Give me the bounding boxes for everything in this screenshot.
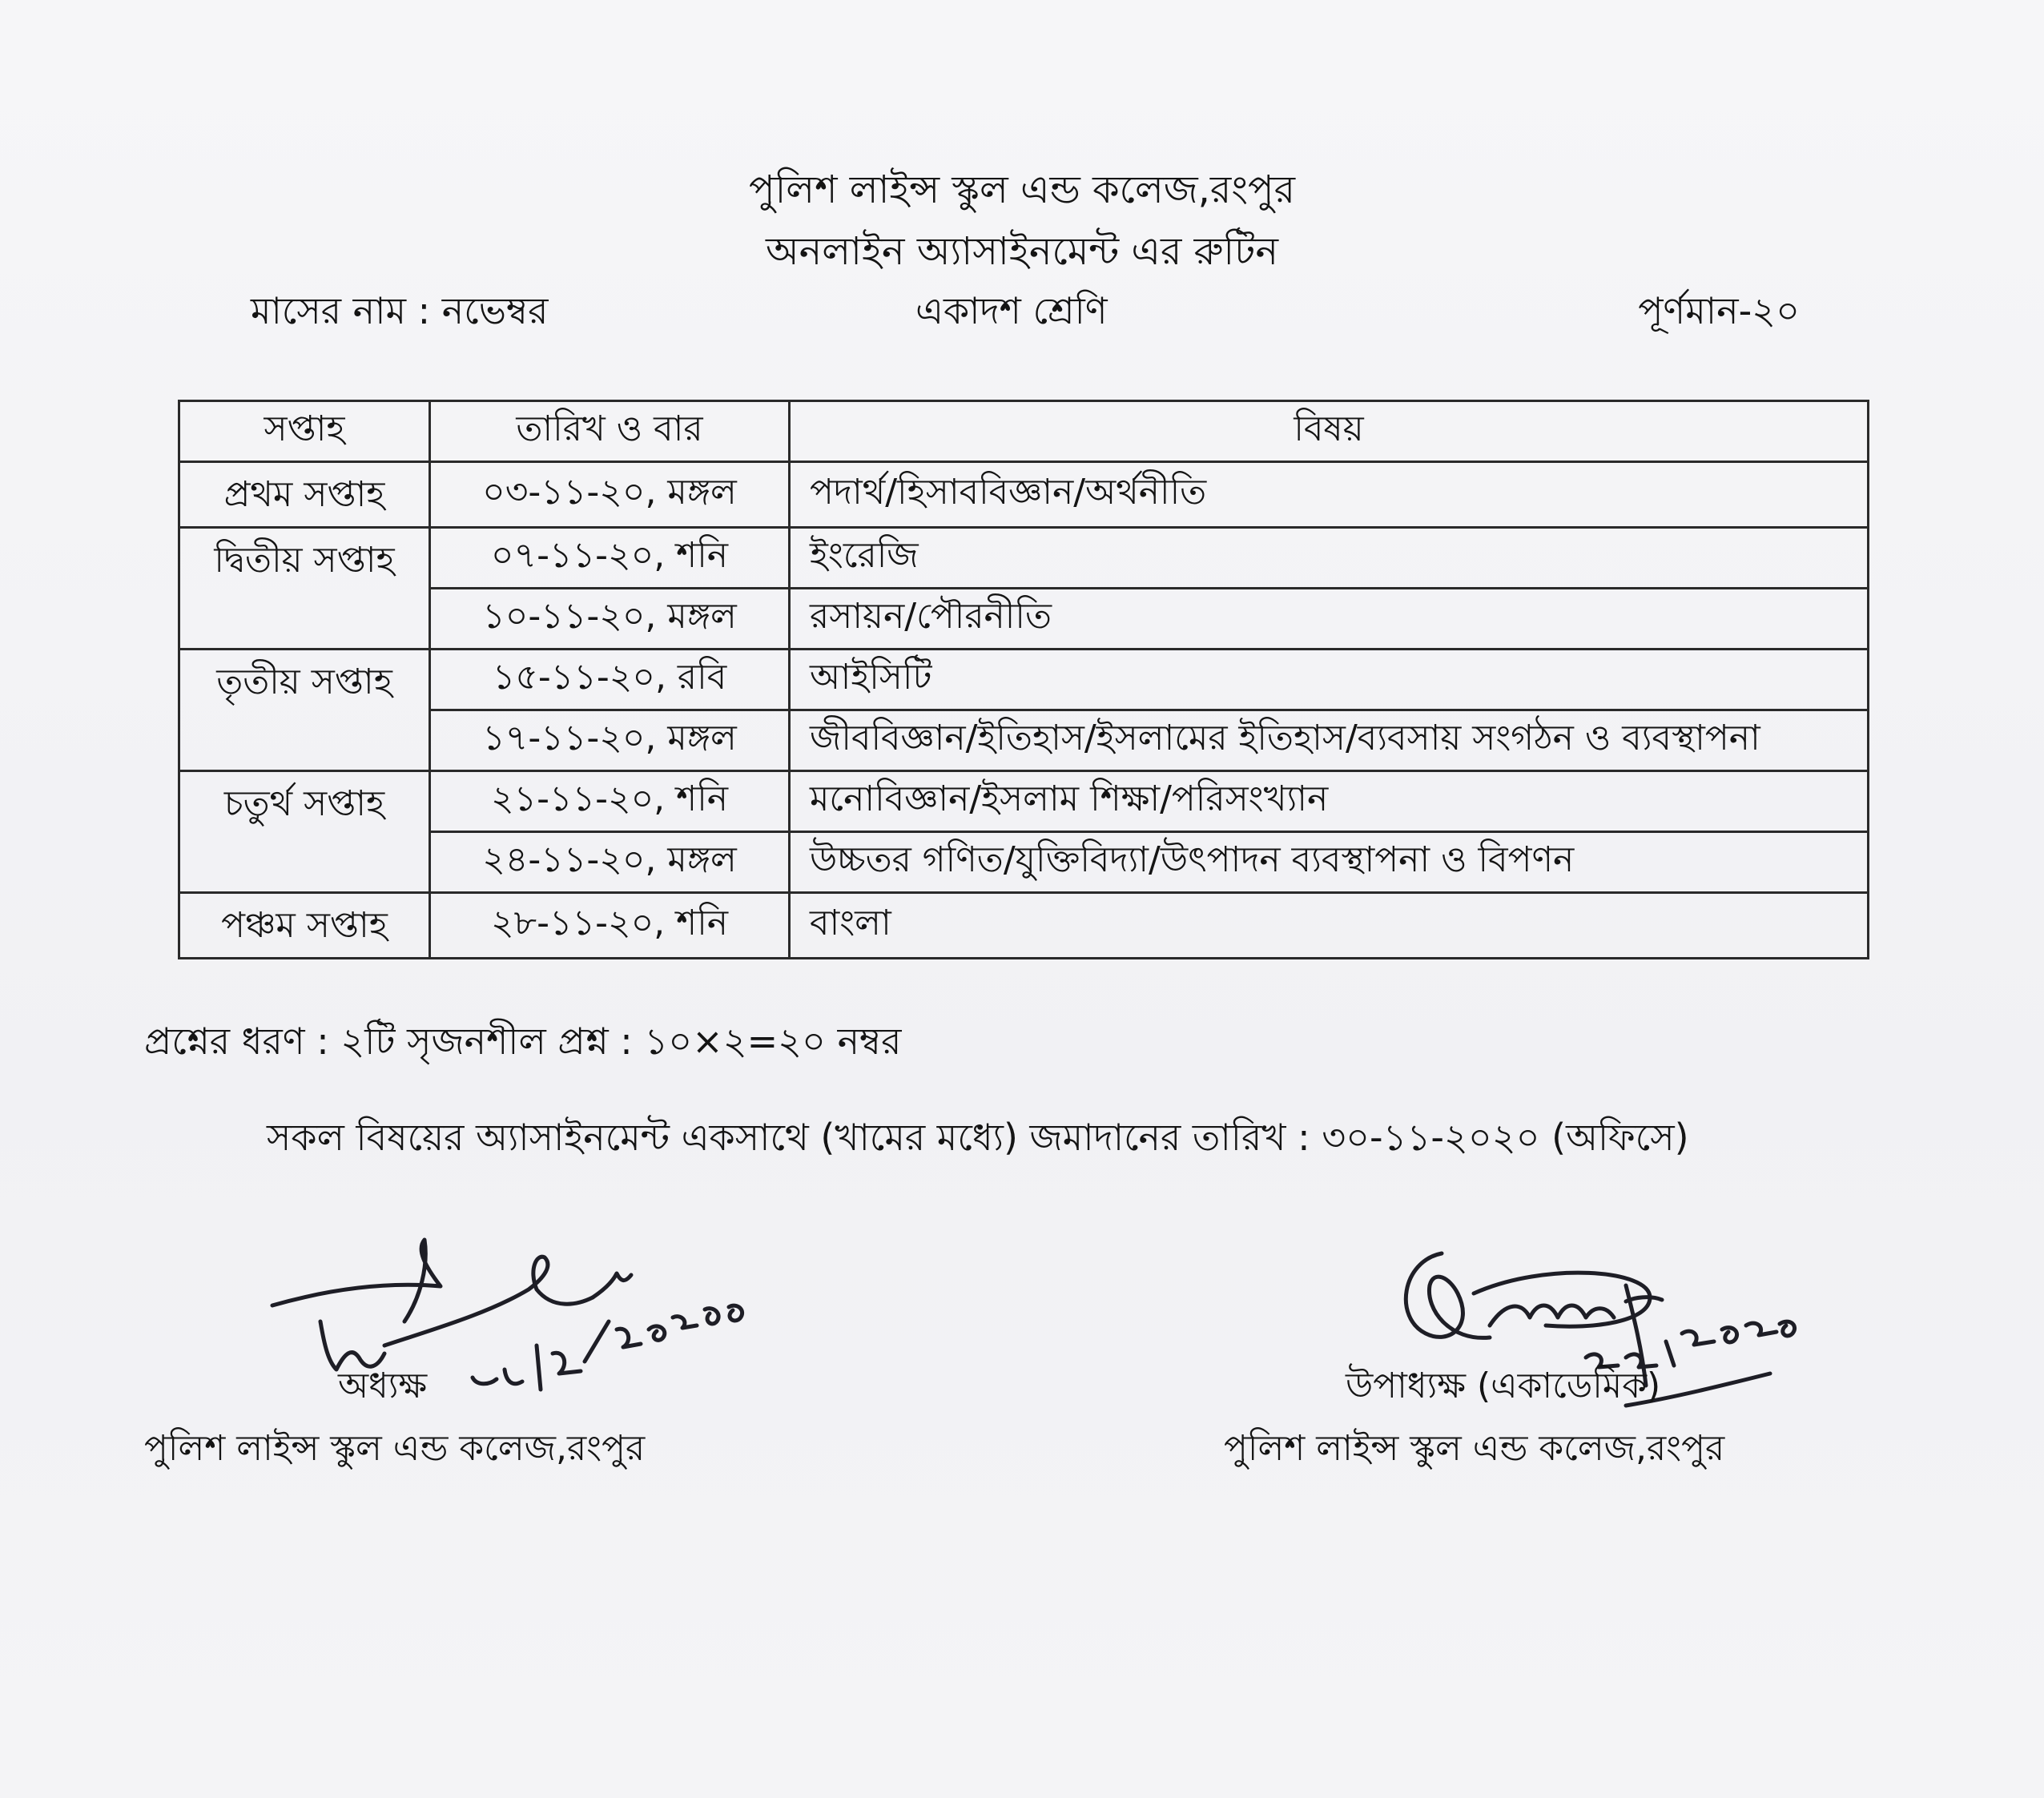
subject-cell: ইংরেজি bbox=[790, 528, 1869, 589]
principal-institution: পুলিশ লাইন্স স্কুল এন্ড কলেজ,রংপুর bbox=[144, 1428, 646, 1469]
subject-cell: মনোবিজ্ঞান/ইসলাম শিক্ষা/পরিসংখ্যান bbox=[790, 771, 1869, 832]
week-label: পঞ্চম সপ্তাহ bbox=[179, 893, 430, 959]
table-row bbox=[179, 650, 1869, 710]
column-header-subject: বিষয় bbox=[790, 401, 1869, 462]
date-cell: ১৭-১১-২০, মঙ্গল bbox=[430, 710, 790, 771]
week-label: তৃতীয় সপ্তাহ bbox=[179, 650, 430, 771]
table-row bbox=[179, 462, 1869, 528]
column-header-week: সপ্তাহ bbox=[179, 401, 430, 462]
date-cell: ২৪-১১-২০, মঙ্গল bbox=[430, 832, 790, 893]
vice-principal-institution: পুলিশ লাইন্স স্কুল এন্ড কলেজ,রংপুর bbox=[1224, 1428, 1725, 1469]
subject-cell: বাংলা bbox=[790, 893, 1869, 959]
principal-title: অধ্যক্ষ bbox=[338, 1366, 428, 1406]
table-row bbox=[179, 893, 1869, 959]
full-marks-label: পূর্ণমান-২০ bbox=[1638, 289, 1800, 332]
date-cell: ২১-১১-২০, শনি bbox=[430, 771, 790, 832]
subject-cell: রসায়ন/পৌরনীতি bbox=[790, 589, 1869, 650]
class-label: একাদশ শ্রেণি bbox=[915, 289, 1108, 332]
table-header-row bbox=[179, 401, 1869, 462]
subject-cell: আইসিটি bbox=[790, 650, 1869, 710]
date-cell: ১৫-১১-২০, রবি bbox=[430, 650, 790, 710]
subject-cell: জীববিজ্ঞান/ইতিহাস/ইসলামের ইতিহাস/ব্যবসায় সংগঠন ও ব্যবস্থাপনা bbox=[790, 710, 1869, 771]
routine-table bbox=[178, 400, 1869, 959]
date-cell: ১০-১১-২০, মঙ্গল bbox=[430, 589, 790, 650]
column-header-date: তারিখ ও বার bbox=[430, 401, 790, 462]
week-label: চতুর্থ সপ্তাহ bbox=[179, 771, 430, 893]
month-label: মাসের নাম : নভেম্বর bbox=[251, 289, 549, 332]
date-cell: ০৭-১১-২০, শনি bbox=[430, 528, 790, 589]
week-label: দ্বিতীয় সপ্তাহ bbox=[179, 528, 430, 650]
table-row bbox=[179, 832, 1869, 893]
document-subtitle: অনলাইন অ্যাসাইনমেন্ট এর রুটিন bbox=[766, 229, 1278, 274]
week-label: প্রথম সপ্তাহ bbox=[179, 462, 430, 528]
table-row bbox=[179, 710, 1869, 771]
subject-cell: পদার্থ/হিসাববিজ্ঞান/অর্থনীতি bbox=[790, 462, 1869, 528]
question-type-note: প্রশ্নের ধরণ : ২টি সৃজনশীল প্রশ্ন : ১০×২=২০ নম্বর bbox=[144, 1020, 902, 1063]
date-cell: ২৮-১১-২০, শনি bbox=[430, 893, 790, 959]
vice-principal-title: উপাধ্যক্ষ (একাডেমিক) bbox=[1346, 1366, 1661, 1406]
subject-cell: উচ্চতর গণিত/যুক্তিবিদ্যা/উৎপাদন ব্যবস্থাপনা ও বিপণন bbox=[790, 832, 1869, 893]
submission-deadline-note: সকল বিষয়ের অ্যাসাইনমেন্ট একসাথে (খামের মধ্যে) জমাদানের তারিখ : ৩০-১১-২০২০ (অফিসে) bbox=[267, 1116, 1689, 1159]
table-row bbox=[179, 589, 1869, 650]
institution-title: পুলিশ লাইন্স স্কুল এন্ড কলেজ,রংপুর bbox=[748, 167, 1295, 212]
table-row bbox=[179, 771, 1869, 832]
table-row bbox=[179, 528, 1869, 589]
date-cell: ০৩-১১-২০, মঙ্গল bbox=[430, 462, 790, 528]
